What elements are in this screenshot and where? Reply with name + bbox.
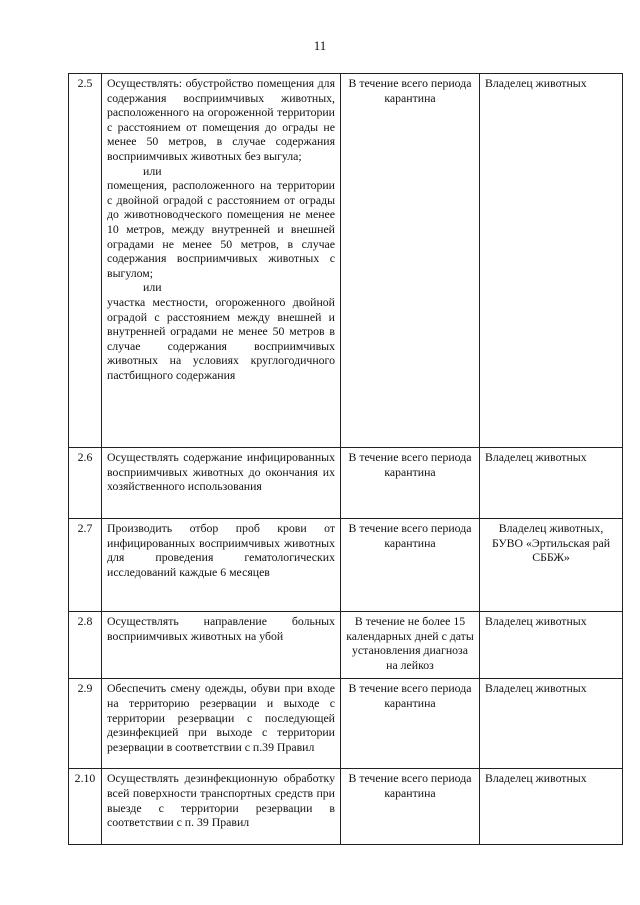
responsible-cell: Владелец животных xyxy=(480,74,623,448)
responsible-cell: Владелец животных, БУВО «Эртильская рай СББЖ» xyxy=(480,519,623,612)
term-cell: В течение всего периода карантина xyxy=(341,74,480,448)
table-row xyxy=(69,679,623,769)
term-cell: В течение всего периода карантина xyxy=(341,519,480,612)
table-row xyxy=(69,74,623,448)
action-text: Осуществлять: обустройство помещения для содержания восприимчивых животных, расположенного на огороженной территории с расстоянием от помещения до ограды не менее 50 метров, в случае содержания восприимчивых животных без выгула; xyxy=(107,76,335,163)
table-row xyxy=(69,448,623,519)
measures-table xyxy=(68,73,623,845)
action-cell xyxy=(102,519,341,612)
action-cell xyxy=(102,769,341,845)
action-cell xyxy=(102,612,341,679)
row-number: 2.7 xyxy=(69,519,102,612)
action-text: Осуществлять дезинфекционную обработку всей поверхности транспортных средств при выезде с территории резервации в соответствии с п. 39 Правил xyxy=(107,771,335,830)
row-number: 2.6 xyxy=(69,448,102,519)
action-cell xyxy=(102,679,341,769)
action-cell xyxy=(102,74,341,448)
action-text: Осуществлять содержание инфицированных восприимчивых животных до окончания их хозяйственного использования xyxy=(107,450,335,494)
term-cell: В течение всего периода карантина xyxy=(341,769,480,845)
page-number: 11 xyxy=(313,38,327,53)
action-text: помещения, расположенного на территории с двойной оградой с расстоянием от ограды до животноводческого помещения не менее 10 метров, между внутренней и внешней оградами не менее 50 метров, в случае содержания восприимчивых животных с выгулом; xyxy=(107,178,335,280)
table-row xyxy=(69,519,623,612)
action-text: Производить отбор проб крови от инфицированных восприимчивых животных для проведения гематологических исследований каждые 6 месяцев xyxy=(107,521,335,579)
action-text: участка местности, огороженного двойной оградой с расстоянием между внешней и внутренней оградами не менее 50 метров в случае содержания восприимчивых животных на условиях круглогодичного пастбищного содержания xyxy=(107,294,335,382)
responsible-cell: Владелец животных xyxy=(480,448,623,519)
action-connector: или xyxy=(143,280,162,295)
term-cell: В течение всего периода карантина xyxy=(341,448,480,519)
row-number: 2.5 xyxy=(69,74,102,448)
action-text: Осуществлять направление больных восприимчивых животных на убой xyxy=(107,614,335,643)
responsible-cell: Владелец животных xyxy=(480,769,623,845)
term-cell: В течение не более 15 календарных дней с даты установления диагноза на лейкоз xyxy=(341,612,480,679)
responsible-cell: Владелец животных xyxy=(480,679,623,769)
term-cell: В течение всего периода карантина xyxy=(341,679,480,769)
table-row xyxy=(69,769,623,845)
table-row xyxy=(69,612,623,679)
action-connector: или xyxy=(143,163,162,178)
row-number: 2.8 xyxy=(69,612,102,679)
action-text: Обеспечить смену одежды, обуви при входе на территорию резервации и выходе с территории резервации с последующей дезинфекцией при выходе с территории резервации в соответствии с п.39 Правил xyxy=(107,681,335,754)
action-cell xyxy=(102,448,341,519)
responsible-cell: Владелец животных xyxy=(480,612,623,679)
row-number: 2.10 xyxy=(69,769,102,845)
row-number: 2.9 xyxy=(69,679,102,769)
